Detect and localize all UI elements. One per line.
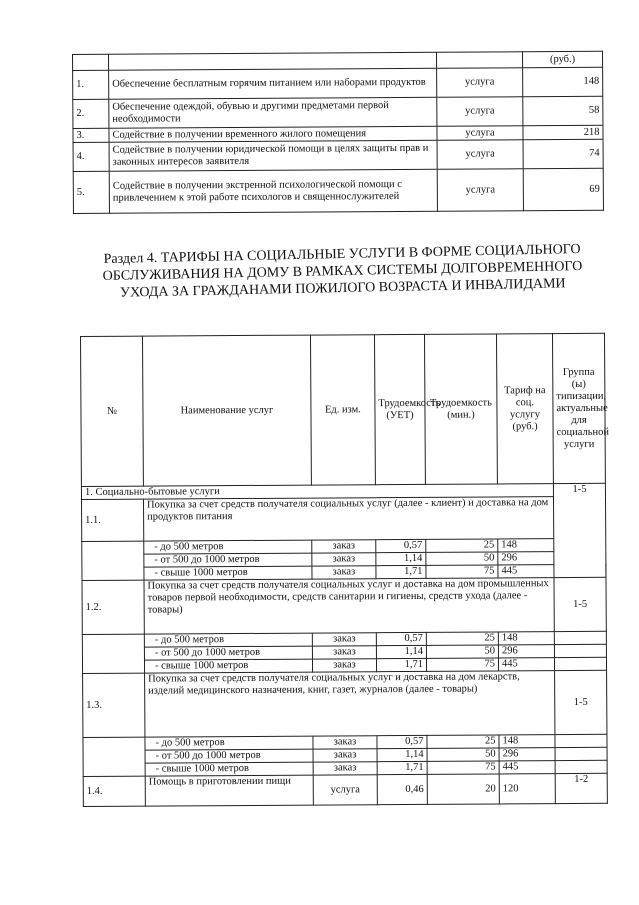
unit-cell: услуга: [313, 775, 377, 805]
service-name: Покупка за счет средств получателя социальных услуг (далее - клиент) и доставка на дом продуктов питания: [143, 497, 553, 542]
uet-cell: 1,14: [376, 645, 426, 658]
uet-cell: 0,57: [376, 632, 426, 645]
price-cell: 218: [523, 125, 603, 139]
distance-label: - от 500 до 1000 метров: [144, 646, 312, 660]
uet-cell: 0,57: [377, 735, 427, 748]
tariff-cell: 445: [498, 565, 554, 578]
row-number: 2.: [73, 99, 109, 128]
unit-cell: заказ: [313, 749, 377, 762]
service-name: Покупка за счет средств получателя социальных услуг и доставка на дом промышленных товаров первой необходимости, средств санитарии и гигиены, средств ухода (далее - товары): [144, 578, 554, 635]
minutes-cell: 75: [427, 761, 499, 774]
minutes-cell: 75: [426, 565, 498, 578]
unit-cell: услуга: [437, 126, 523, 141]
minutes-cell: 50: [426, 552, 498, 565]
service-name: Покупка за счет средств получателя социальных услуг и доставка на дом лекарств, изделий медицинского назначения, книг, газет, журналов (далее - товары): [145, 671, 555, 738]
header-num: №: [81, 336, 144, 486]
header-minutes: Трудоемкость (мин.): [424, 334, 497, 484]
uet-cell: 1,14: [376, 552, 426, 565]
unit-cell: услуга: [437, 68, 523, 98]
tariff-cell: 148: [498, 632, 554, 645]
unit-cell: заказ: [312, 633, 376, 646]
tariff-cell: 296: [498, 645, 554, 658]
unit-cell: заказ: [313, 762, 377, 775]
service-name: Обеспечение одеждой, обувью и другими предметами первой необходимости: [109, 97, 437, 128]
tariff-cell: 445: [499, 761, 555, 774]
unit-header: (руб.): [522, 51, 602, 67]
distance-label: - свыше 1000 метров: [145, 762, 313, 776]
uet-cell: 1,71: [376, 658, 426, 671]
header-group: Группа (ы) типизации, актуальные для социальной услуги: [552, 333, 605, 483]
header-uet: Трудоемкость (УЕТ): [374, 334, 425, 484]
service-number: 1.2.: [82, 580, 144, 634]
tariff-cell: 296: [498, 552, 554, 565]
service-name: Помощь в приготовлении пищи: [145, 775, 313, 806]
distance-label: - до 500 метров: [144, 633, 312, 647]
header-unit: Ед. изм.: [310, 335, 375, 485]
service-name: Содействие в получении временного жилого помещения: [109, 126, 437, 142]
minutes-cell: 20: [427, 774, 499, 804]
row-number: 3.: [73, 128, 109, 142]
home-care-tariff-table: [80, 333, 608, 807]
minutes-cell: 25: [426, 632, 498, 645]
header-name: Наименование услуг: [143, 335, 312, 486]
distance-label: - от 500 до 1000 метров: [144, 553, 312, 567]
minutes-cell: 50: [426, 645, 498, 658]
minutes-cell: 75: [426, 658, 498, 671]
unit-cell: заказ: [312, 659, 376, 672]
unit-cell: заказ: [312, 566, 376, 579]
price-cell: 74: [523, 139, 603, 168]
header-tariff: Тариф на соц. услугу (руб.): [496, 334, 553, 484]
group-cell: 1-5: [555, 670, 607, 734]
service-name: Обеспечение бесплатным горячим питанием или наборами продуктов: [109, 68, 437, 99]
tariff-cell: 120: [499, 774, 555, 804]
distance-label: - свыше 1000 метров: [144, 566, 312, 580]
unit-cell: услуга: [437, 169, 523, 212]
section-title: Раздел 4. ТАРИФЫ НА СОЦИАЛЬНЫЕ УСЛУГИ В ФОРМЕ СОЦИАЛЬНОГО ОБСЛУЖИВАНИЯ НА ДОМУ В РАМКАХ СИСТЕМЫ ДОЛГОВРЕМЕННОГО УХОДА ЗА ГРАЖДАНАМИ ПОЖИЛОГО ВОЗРАСТА И ИНВАЛИДАМИ: [102, 242, 583, 301]
uet-cell: 0,46: [377, 774, 427, 804]
minutes-cell: 50: [427, 748, 499, 761]
service-name: Содействие в получении экстренной психологической помощи с привлечением к этой работе психологов и священнослужителей: [109, 169, 437, 213]
service-number: 1.3.: [83, 673, 145, 737]
uet-cell: 1,71: [377, 761, 427, 774]
uet-cell: 1,14: [377, 748, 427, 761]
unit-cell: заказ: [312, 553, 376, 566]
group-cell: 1-5: [554, 577, 606, 631]
service-number: 1.4.: [83, 776, 145, 806]
tariff-cell: 445: [498, 658, 554, 671]
service-name: Содействие в получении юридической помощи в целях защиты прав и законных интересов заявителя: [109, 140, 437, 171]
row-number: 4.: [73, 142, 109, 171]
section-row: 1. Социально-бытовые услуги: [81, 484, 553, 500]
minutes-cell: 25: [427, 735, 499, 748]
price-cell: 69: [523, 168, 603, 210]
tariff-cell: 296: [499, 748, 555, 761]
tariff-cell: 148: [498, 539, 554, 552]
unit-cell: услуга: [437, 97, 523, 127]
uet-cell: 1,71: [376, 565, 426, 578]
price-cell: 58: [523, 96, 603, 125]
distance-label: - до 500 метров: [144, 540, 312, 554]
tariff-table-continued: [72, 51, 604, 214]
group-cell: 1-5: [553, 483, 606, 577]
tariff-cell: 148: [499, 735, 555, 748]
uet-cell: 0,57: [376, 539, 426, 552]
unit-cell: заказ: [312, 646, 376, 659]
group-cell: 1-2: [555, 773, 607, 803]
distance-label: - свыше 1000 метров: [144, 659, 312, 673]
unit-cell: заказ: [312, 540, 376, 553]
price-cell: 148: [523, 67, 603, 96]
service-number: 1.1.: [81, 499, 143, 541]
row-number: 1.: [73, 70, 109, 99]
unit-cell: услуга: [437, 140, 523, 170]
distance-label: - от 500 до 1000 метров: [145, 749, 313, 763]
distance-label: - до 500 метров: [145, 736, 313, 750]
row-number: 5.: [73, 171, 109, 213]
minutes-cell: 25: [426, 539, 498, 552]
unit-cell: заказ: [313, 736, 377, 749]
